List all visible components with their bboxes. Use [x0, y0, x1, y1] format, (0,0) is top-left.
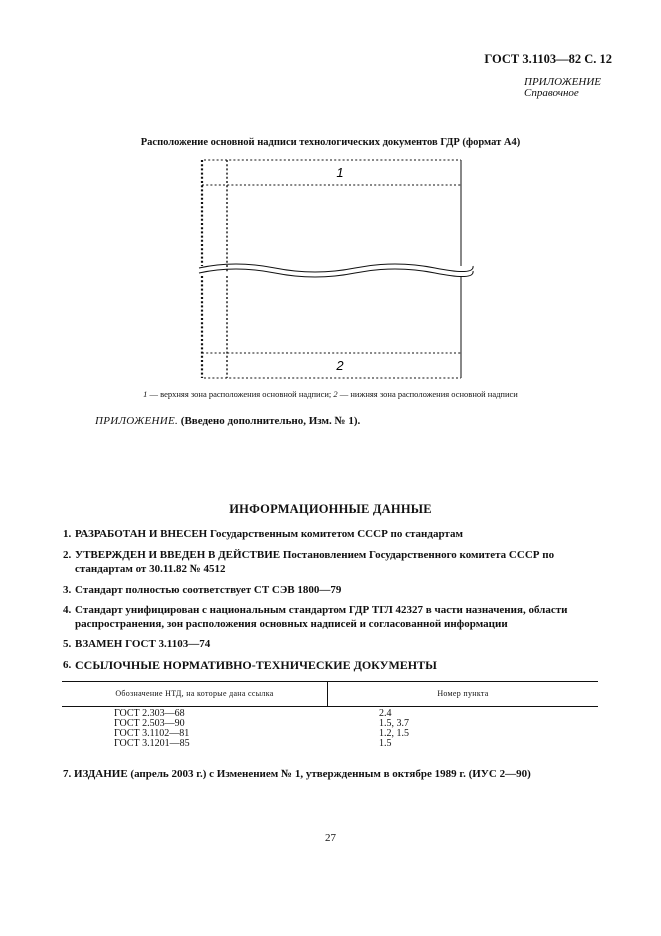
- cell-item: 1.2, 1.5: [379, 728, 409, 739]
- cell-item: 1.5: [379, 738, 392, 749]
- info-item: [63, 548, 603, 576]
- appendix-note: [95, 415, 360, 427]
- zone1-label: 1: [336, 165, 344, 180]
- cell-doc: ГОСТ 2.303—68: [114, 708, 185, 719]
- break-line-lower: [199, 269, 473, 277]
- item-text: Стандарт унифицирован с национальным стандартом ГДР ТГЛ 42327 в части назначения, области распространения, зон расположения основных надписей и согласованной информации: [75, 604, 568, 630]
- item-text: Постановлением Государственного комитета СССР по стандартам от 30.11.82 № 4512: [75, 549, 555, 575]
- caption-text-2: — нижняя зона расположения основной надписи: [337, 389, 518, 399]
- figure-title: Расположение основной надписи технологических документов ГДР (формат А4): [140, 137, 521, 148]
- appendix-title: ПРИЛОЖЕНИЕ: [524, 76, 601, 88]
- item-number: 2.: [63, 549, 72, 561]
- edition-info: 7. ИЗДАНИЕ (апрель 2003 г.) с Изменением № 1, утвержденным в октябре 1989 г. (ИУС 2—90): [63, 768, 531, 780]
- item-heading: РАЗРАБОТАН И ВНЕСЕН: [75, 528, 208, 540]
- item-heading: УТВЕРЖДЕН И ВВЕДЕН В ДЕЙСТВИЕ: [75, 549, 281, 561]
- item-number: 1.: [63, 528, 72, 540]
- cell-item: 2.4: [379, 708, 392, 719]
- caption-num-2: 2: [333, 389, 338, 399]
- info-item: [63, 527, 603, 541]
- title-block-svg: [195, 152, 475, 384]
- reference-table: [62, 681, 598, 749]
- item-number: 6.: [63, 659, 72, 671]
- info-item: [63, 658, 603, 672]
- appendix-type: Справочное: [524, 87, 579, 99]
- table-body: [62, 707, 598, 749]
- item-number: 4.: [63, 604, 72, 616]
- appendix-label: [524, 77, 601, 99]
- item-text: Государственным комитетом СССР по стандартам: [207, 528, 463, 540]
- info-item: [63, 603, 603, 631]
- appendix-note-text: (Введено дополнительно, Изм. № 1).: [178, 415, 361, 427]
- header-item: Номер пункта: [437, 689, 489, 698]
- header-doc: Обозначение НТД, на которые дана ссылка: [62, 682, 328, 706]
- info-item: [63, 637, 603, 651]
- cell-doc: ГОСТ 3.1102—81: [114, 728, 190, 739]
- cell-doc: ГОСТ 2.503—90: [114, 718, 185, 729]
- appendix-note-label: ПРИЛОЖЕНИЕ.: [95, 415, 179, 427]
- title-block-diagram: [195, 152, 475, 389]
- figure-caption: [0, 389, 661, 399]
- item-heading: ССЫЛОЧНЫЕ НОРМАТИВНО-ТЕХНИЧЕСКИЕ ДОКУМЕНТЫ: [75, 658, 437, 672]
- page-number: 27: [325, 832, 336, 844]
- table-row: [62, 739, 598, 749]
- table-header: [62, 681, 598, 707]
- caption-text-1: — верхняя зона расположения основной надписи;: [147, 389, 334, 399]
- zone2-label: 2: [336, 358, 344, 373]
- break-line-upper: [199, 264, 473, 272]
- cell-doc: ГОСТ 3.1201—85: [114, 738, 190, 749]
- info-item: [63, 583, 603, 597]
- document-reference: ГОСТ 3.1103—82 С. 12: [484, 52, 612, 66]
- item-number: 5.: [63, 638, 72, 650]
- caption-num-1: 1: [143, 389, 148, 399]
- item-text: Стандарт полностью соответствует СТ СЭВ 1800—79: [75, 584, 342, 596]
- item-number: 3.: [63, 584, 72, 596]
- cell-item: 1.5, 3.7: [379, 718, 409, 729]
- item-heading: ВЗАМЕН ГОСТ 3.1103—74: [75, 638, 211, 650]
- info-data-title: ИНФОРМАЦИОННЫЕ ДАННЫЕ: [229, 502, 432, 516]
